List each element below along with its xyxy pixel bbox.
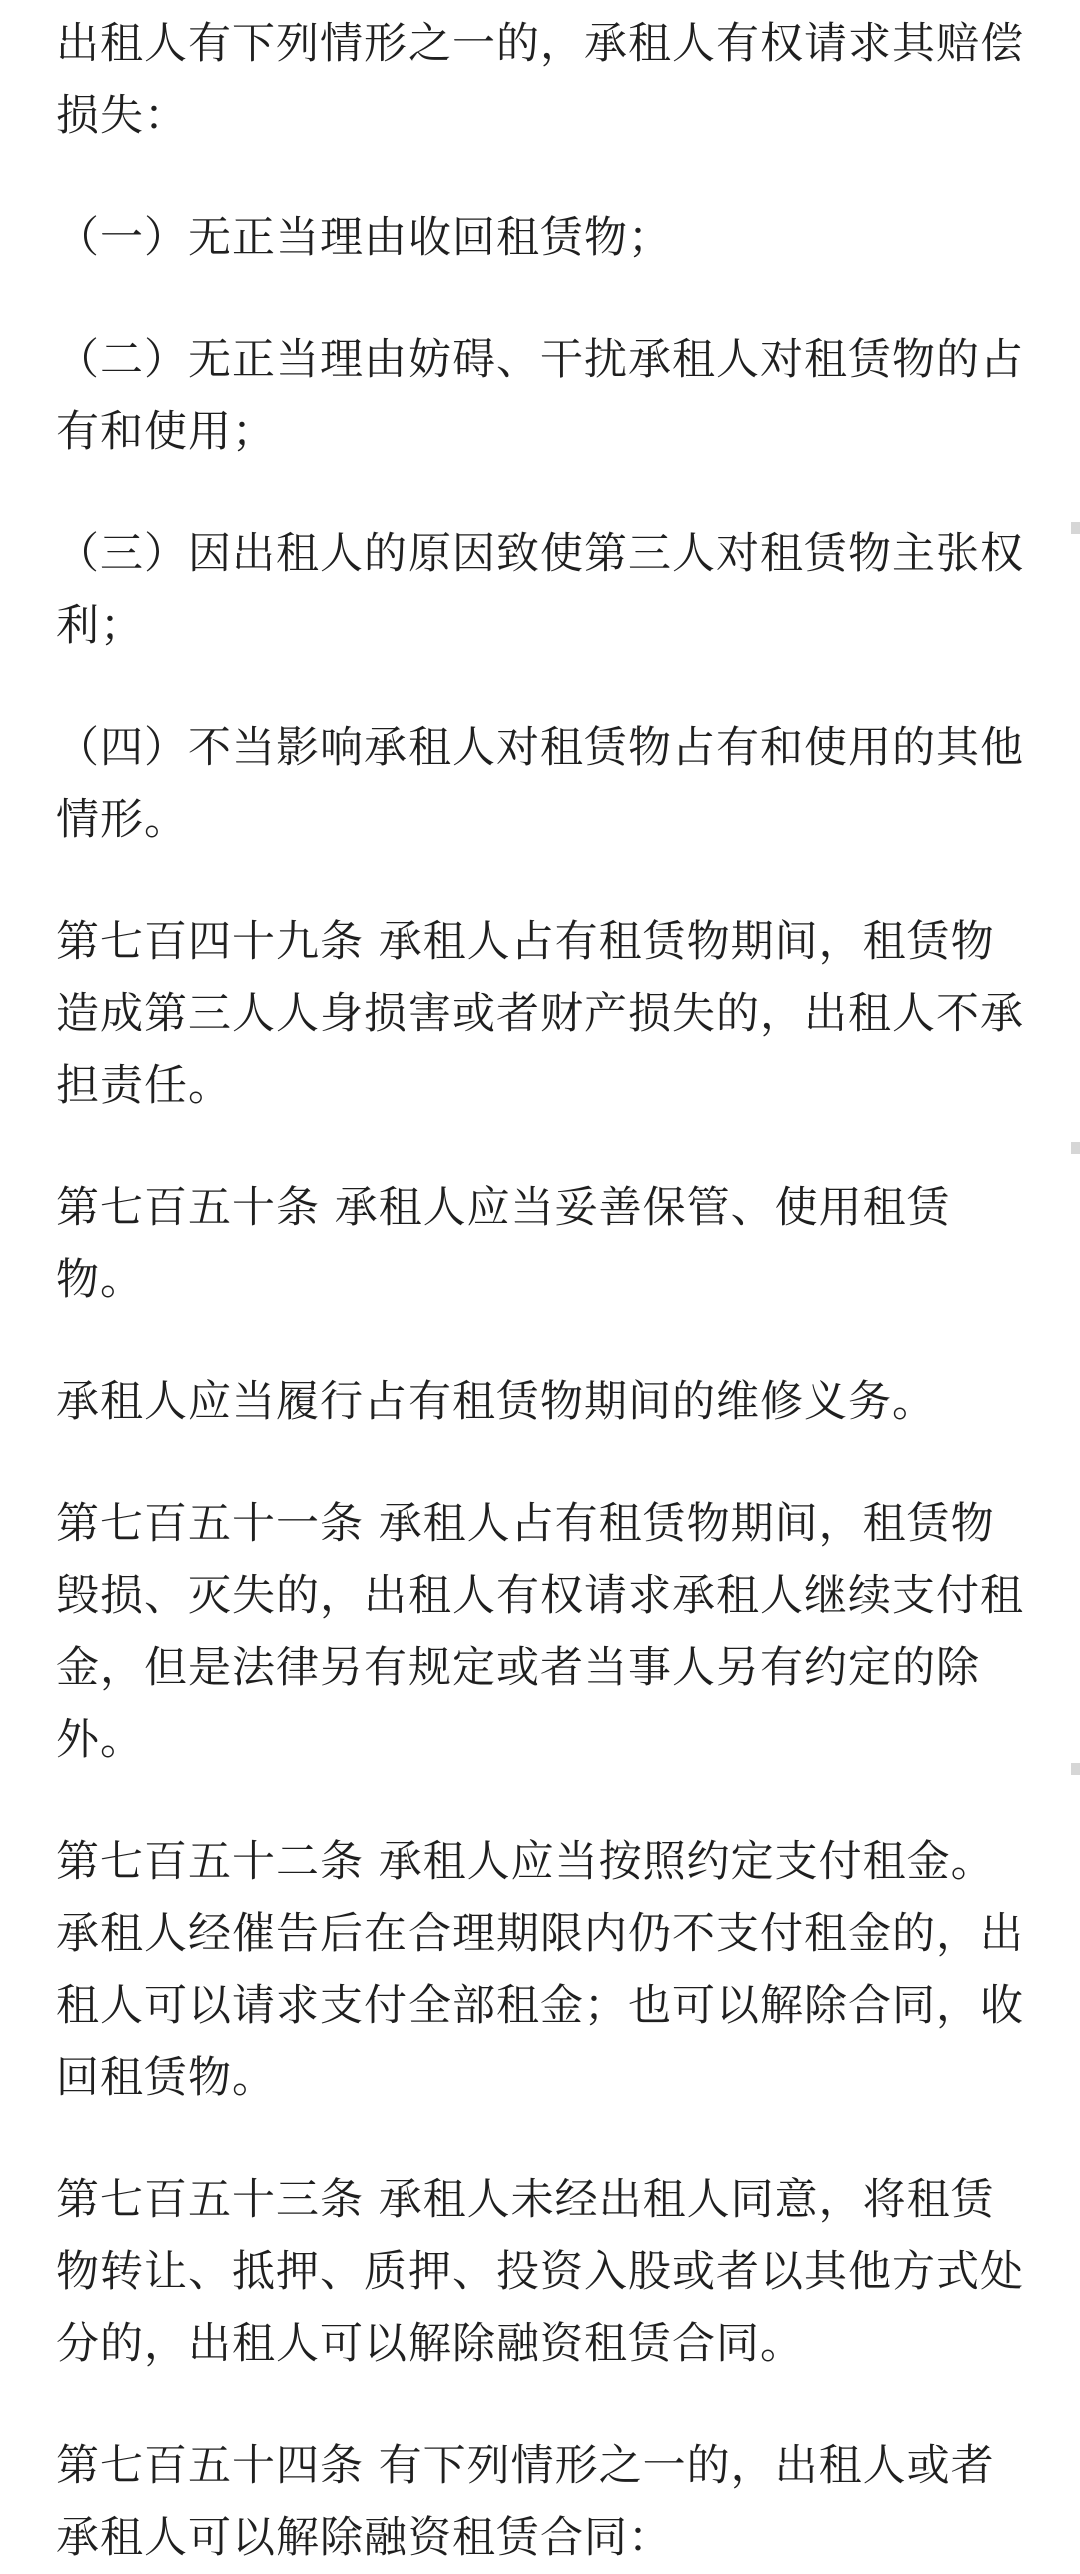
paragraph: 第七百五十一条 承租人占有租赁物期间，租赁物毁损、灭失的，出租人有权请求承租人继续支付租金，但是法律另有规定或者当事人另有约定的除外。 xyxy=(56,1499,1024,1765)
paragraph: 第七百五十条 承租人应当妥善保管、使用租赁物。 xyxy=(56,1183,951,1305)
paragraph: （二）无正当理由妨碍、干扰承租人对租赁物的占有和使用； xyxy=(56,335,1024,457)
paragraph: 承租人应当履行占有租赁物期间的维修义务。 xyxy=(56,1377,936,1427)
paragraph: （三）因出租人的原因致使第三人对租赁物主张权利； xyxy=(56,529,1024,651)
scroll-marker xyxy=(1071,522,1080,534)
paragraph: （一）无正当理由收回租赁物； xyxy=(56,213,672,263)
paragraph: 第七百四十九条 承租人占有租赁物期间，租赁物造成第三人人身损害或者财产损失的，出租人不承担责任。 xyxy=(56,917,1024,1111)
paragraph: 第七百五十三条 承租人未经出租人同意，将租赁物转让、抵押、质押、投资入股或者以其他方式处分的，出租人可以解除融资租赁合同。 xyxy=(56,2175,1024,2369)
paragraph: 第七百五十二条 承租人应当按照约定支付租金。承租人经催告后在合理期限内仍不支付租金的，出租人可以请求支付全部租金；也可以解除合同，收回租赁物。 xyxy=(56,1837,1024,2103)
scroll-marker xyxy=(1071,1763,1080,1775)
scroll-marker xyxy=(1071,1142,1080,1154)
paragraph: 出租人有下列情形之一的，承租人有权请求其赔偿损失： xyxy=(56,19,1024,141)
paragraph: （四）不当影响承租人对租赁物占有和使用的其他情形。 xyxy=(56,723,1024,845)
paragraph: 第七百五十四条 有下列情形之一的，出租人或者承租人可以解除融资租赁合同： xyxy=(56,2441,995,2563)
